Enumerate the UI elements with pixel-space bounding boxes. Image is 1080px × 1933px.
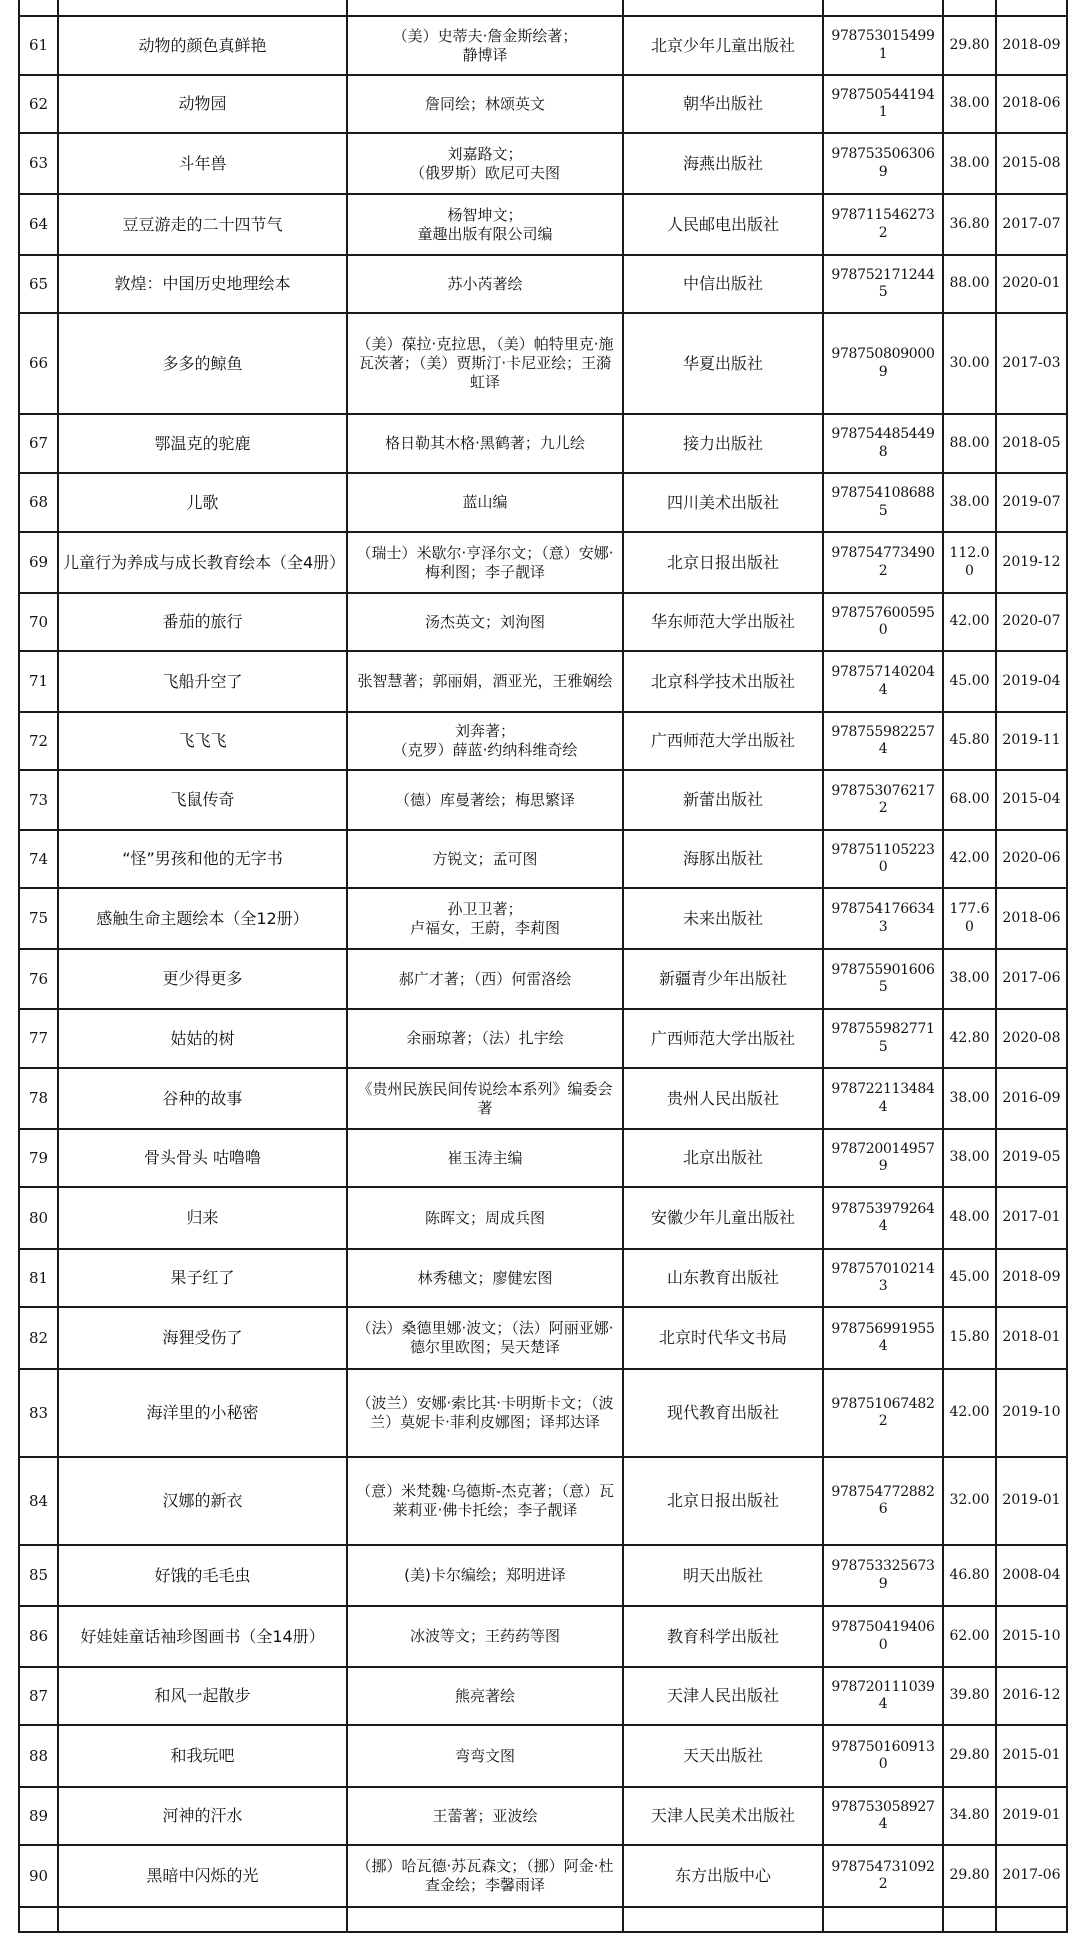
- book-publisher: 天津人民出版社: [623, 1667, 823, 1725]
- book-date: 2015-10: [996, 1606, 1067, 1667]
- book-title: 黑暗中闪烁的光: [58, 1845, 347, 1907]
- row-number: 67: [19, 414, 58, 473]
- book-publisher: 安徽少年儿童出版社: [623, 1187, 823, 1249]
- book-isbn: 9787541086885: [823, 473, 943, 532]
- book-isbn: 9787571402044: [823, 651, 943, 712]
- book-title: 斗年兽: [58, 133, 347, 194]
- book-price: 38.00: [943, 75, 996, 133]
- book-author: 孙卫卫著； 卢福女，王蔚，李莉图: [347, 888, 623, 949]
- book-publisher: 天天出版社: [623, 1725, 823, 1787]
- book-author: [347, 1907, 623, 1932]
- book-price: 48.00: [943, 1187, 996, 1249]
- book-date: 2019-04: [996, 651, 1067, 712]
- book-author: 王蕾著；亚波绘: [347, 1787, 623, 1845]
- row-number: 69: [19, 532, 58, 593]
- book-title: 更少得更多: [58, 949, 347, 1009]
- book-date: 2019-01: [996, 1457, 1067, 1545]
- book-title: 动物园: [58, 75, 347, 133]
- book-isbn: 9787530589274: [823, 1787, 943, 1845]
- book-date: 2018-01: [996, 1307, 1067, 1369]
- table-row: [19, 1369, 1067, 1457]
- book-price: 38.00: [943, 473, 996, 532]
- table-row: [19, 1249, 1067, 1307]
- book-price: [943, 0, 996, 16]
- book-title: 飞船升空了: [58, 651, 347, 712]
- row-number: 63: [19, 133, 58, 194]
- table-row: [19, 1009, 1067, 1068]
- book-date: 2015-08: [996, 133, 1067, 194]
- book-author: （挪）哈瓦德·苏瓦森文；（挪）阿金·杜查金绘；李馨雨译: [347, 1845, 623, 1907]
- book-isbn: 9787221134844: [823, 1068, 943, 1129]
- row-number: 73: [19, 770, 58, 830]
- row-number: 72: [19, 712, 58, 770]
- book-title: 豆豆游走的二十四节气: [58, 194, 347, 255]
- book-isbn: 9787576005950: [823, 593, 943, 651]
- book-price: 38.00: [943, 133, 996, 194]
- book-title: 归来: [58, 1187, 347, 1249]
- book-isbn: 9787530154991: [823, 16, 943, 75]
- book-publisher: 广西师范大学出版社: [623, 712, 823, 770]
- book-author: 弯弯文图: [347, 1725, 623, 1787]
- book-isbn: 9787505441941: [823, 75, 943, 133]
- book-price: 38.00: [943, 1068, 996, 1129]
- table-row: [19, 1845, 1067, 1907]
- book-publisher: 新蕾出版社: [623, 770, 823, 830]
- book-price: 112.00: [943, 532, 996, 593]
- book-price: 88.00: [943, 255, 996, 313]
- book-publisher: 海燕出版社: [623, 133, 823, 194]
- book-publisher: 北京日报出版社: [623, 1457, 823, 1545]
- book-date: 2018-06: [996, 888, 1067, 949]
- book-title: 感触生命主题绘本（全12册）: [58, 888, 347, 949]
- book-price: 46.80: [943, 1545, 996, 1606]
- book-date: 2017-06: [996, 949, 1067, 1009]
- book-price: 32.00: [943, 1457, 996, 1545]
- book-date: 2018-06: [996, 75, 1067, 133]
- book-isbn: 9787559822574: [823, 712, 943, 770]
- table-row: [19, 532, 1067, 593]
- book-publisher: 华夏出版社: [623, 313, 823, 414]
- row-number: 77: [19, 1009, 58, 1068]
- book-price: 38.00: [943, 1129, 996, 1187]
- book-date: 2008-04: [996, 1545, 1067, 1606]
- table-row: [19, 1606, 1067, 1667]
- book-author: 崔玉涛主编: [347, 1129, 623, 1187]
- row-number: [19, 0, 58, 16]
- book-publisher: 贵州人民出版社: [623, 1068, 823, 1129]
- book-date: 2017-01: [996, 1187, 1067, 1249]
- book-title: 汉娜的新衣: [58, 1457, 347, 1545]
- book-date: 2017-06: [996, 1845, 1067, 1907]
- book-publisher: 北京科学技术出版社: [623, 651, 823, 712]
- book-price: 29.80: [943, 1845, 996, 1907]
- book-isbn: 9787539792644: [823, 1187, 943, 1249]
- book-date: 2019-11: [996, 712, 1067, 770]
- book-date: 2018-05: [996, 414, 1067, 473]
- book-title: 儿童行为养成与成长教育绘本（全4册）: [58, 532, 347, 593]
- book-author: （美）史蒂夫·詹金斯绘著； 静博译: [347, 16, 623, 75]
- row-number: 68: [19, 473, 58, 532]
- book-date: 2018-09: [996, 1249, 1067, 1307]
- row-number: 84: [19, 1457, 58, 1545]
- book-isbn: [823, 1907, 943, 1932]
- book-date: 2018-09: [996, 16, 1067, 75]
- book-date: 2019-05: [996, 1129, 1067, 1187]
- book-publisher: 现代教育出版社: [623, 1369, 823, 1457]
- book-title: 和我玩吧: [58, 1725, 347, 1787]
- book-isbn: 9787569919554: [823, 1307, 943, 1369]
- book-date: 2019-01: [996, 1787, 1067, 1845]
- book-author: 汤杰英文；刘洵图: [347, 593, 623, 651]
- book-title: 谷种的故事: [58, 1068, 347, 1129]
- book-isbn: 9787559016065: [823, 949, 943, 1009]
- book-isbn: 9787510674822: [823, 1369, 943, 1457]
- book-isbn: 9787200149579: [823, 1129, 943, 1187]
- book-title: 海洋里的小秘密: [58, 1369, 347, 1457]
- book-publisher: 人民邮电出版社: [623, 194, 823, 255]
- book-author: （法）桑德里娜·波文；（法）阿丽亚娜·德尔里欧图；吴天楚译: [347, 1307, 623, 1369]
- row-number: 64: [19, 194, 58, 255]
- book-isbn: 9787547310922: [823, 1845, 943, 1907]
- table-row: [19, 1307, 1067, 1369]
- table-row: [19, 651, 1067, 712]
- table-row: [19, 593, 1067, 651]
- book-title: 好娃娃童话袖珍图画书（全14册）: [58, 1606, 347, 1667]
- book-title: [58, 1907, 347, 1932]
- row-number: 75: [19, 888, 58, 949]
- book-author: 郝广才著；（西）何雷洛绘: [347, 949, 623, 1009]
- table-row: [19, 770, 1067, 830]
- book-price: 15.80: [943, 1307, 996, 1369]
- table-row: [19, 1907, 1067, 1932]
- table-row: [19, 1545, 1067, 1606]
- book-author: 熊亮著绘: [347, 1667, 623, 1725]
- book-isbn: 9787541766343: [823, 888, 943, 949]
- book-isbn: 9787504194060: [823, 1606, 943, 1667]
- book-date: 2020-07: [996, 593, 1067, 651]
- book-author: 苏小芮著绘: [347, 255, 623, 313]
- row-number: 61: [19, 16, 58, 75]
- book-publisher: 北京日报出版社: [623, 532, 823, 593]
- book-date: 2016-09: [996, 1068, 1067, 1129]
- book-price: 36.80: [943, 194, 996, 255]
- book-date: 2019-10: [996, 1369, 1067, 1457]
- book-price: 42.00: [943, 1369, 996, 1457]
- table-row: [19, 255, 1067, 313]
- book-publisher: 北京出版社: [623, 1129, 823, 1187]
- table-body: [19, 0, 1067, 1932]
- book-publisher: 教育科学出版社: [623, 1606, 823, 1667]
- book-date: [996, 1907, 1067, 1932]
- row-number: 80: [19, 1187, 58, 1249]
- book-publisher: 东方出版中心: [623, 1845, 823, 1907]
- book-price: 68.00: [943, 770, 996, 830]
- book-date: 2015-04: [996, 770, 1067, 830]
- book-publisher: 四川美术出版社: [623, 473, 823, 532]
- row-number: 76: [19, 949, 58, 1009]
- book-isbn: 9787530762172: [823, 770, 943, 830]
- book-author: （波兰）安娜·索比其·卡明斯卡文；（波兰）莫妮卡·菲利皮娜图；译邦达译: [347, 1369, 623, 1457]
- row-number: 88: [19, 1725, 58, 1787]
- book-title: 鄂温克的驼鹿: [58, 414, 347, 473]
- row-number: 78: [19, 1068, 58, 1129]
- book-publisher: 广西师范大学出版社: [623, 1009, 823, 1068]
- row-number: 81: [19, 1249, 58, 1307]
- book-author: 刘嘉路文； （俄罗斯）欧尼可夫图: [347, 133, 623, 194]
- row-number: 66: [19, 313, 58, 414]
- table-row: [19, 1068, 1067, 1129]
- row-number: 85: [19, 1545, 58, 1606]
- book-publisher: 华东师范大学出版社: [623, 593, 823, 651]
- book-author: 格日勒其木格·黑鹤著；九儿绘: [347, 414, 623, 473]
- table-row: [19, 0, 1067, 16]
- book-price: 42.80: [943, 1009, 996, 1068]
- table-row: [19, 830, 1067, 888]
- book-publisher: 海豚出版社: [623, 830, 823, 888]
- table-row: [19, 313, 1067, 414]
- book-author: （美）葆拉·克拉思，（美）帕特里克·施瓦茨著；（美）贾斯汀·卡尼亚绘；王漪虹译: [347, 313, 623, 414]
- book-isbn: 9787115462732: [823, 194, 943, 255]
- book-title: 敦煌：中国历史地理绘本: [58, 255, 347, 313]
- book-isbn: 9787521712445: [823, 255, 943, 313]
- book-publisher: 北京少年儿童出版社: [623, 16, 823, 75]
- row-number: 89: [19, 1787, 58, 1845]
- book-isbn: 9787559827715: [823, 1009, 943, 1068]
- book-title: 番茄的旅行: [58, 593, 347, 651]
- book-title: “怪”男孩和他的无字书: [58, 830, 347, 888]
- book-price: [943, 1907, 996, 1932]
- book-author: [347, 0, 623, 16]
- book-publisher: 山东教育出版社: [623, 1249, 823, 1307]
- row-number: 74: [19, 830, 58, 888]
- book-title: 海狸受伤了: [58, 1307, 347, 1369]
- book-author: (美)卡尔编绘；郑明进译: [347, 1545, 623, 1606]
- row-number: 65: [19, 255, 58, 313]
- book-isbn: 9787533256739: [823, 1545, 943, 1606]
- book-author: 冰波等文；王药药等图: [347, 1606, 623, 1667]
- book-price: 29.80: [943, 16, 996, 75]
- row-number: 70: [19, 593, 58, 651]
- book-date: 2019-12: [996, 532, 1067, 593]
- book-price: 34.80: [943, 1787, 996, 1845]
- table-row: [19, 75, 1067, 133]
- book-date: 2017-07: [996, 194, 1067, 255]
- book-title: 骨头骨头 咕噜噜: [58, 1129, 347, 1187]
- book-date: 2020-08: [996, 1009, 1067, 1068]
- book-price: 30.00: [943, 313, 996, 414]
- book-publisher: 朝华出版社: [623, 75, 823, 133]
- book-date: 2020-06: [996, 830, 1067, 888]
- row-number: [19, 1907, 58, 1932]
- row-number: 79: [19, 1129, 58, 1187]
- row-number: 71: [19, 651, 58, 712]
- book-title: 飞飞飞: [58, 712, 347, 770]
- book-date: [996, 0, 1067, 16]
- book-publisher: 中信出版社: [623, 255, 823, 313]
- table-row: [19, 949, 1067, 1009]
- table-row: [19, 194, 1067, 255]
- table-row: [19, 888, 1067, 949]
- book-date: 2015-01: [996, 1725, 1067, 1787]
- book-publisher: [623, 1907, 823, 1932]
- table-row: [19, 16, 1067, 75]
- book-author: 林秀穗文；廖健宏图: [347, 1249, 623, 1307]
- book-title: 果子红了: [58, 1249, 347, 1307]
- book-price: 42.00: [943, 830, 996, 888]
- book-publisher: 新疆青少年出版社: [623, 949, 823, 1009]
- book-isbn: 9787544854498: [823, 414, 943, 473]
- table-row: [19, 133, 1067, 194]
- table-row: [19, 1787, 1067, 1845]
- book-date: 2017-03: [996, 313, 1067, 414]
- book-title: [58, 0, 347, 16]
- table-row: [19, 473, 1067, 532]
- table-row: [19, 1667, 1067, 1725]
- book-author: （德）库曼著绘；梅思繁译: [347, 770, 623, 830]
- book-price: 45.00: [943, 1249, 996, 1307]
- book-publisher: 接力出版社: [623, 414, 823, 473]
- book-publisher: [623, 0, 823, 16]
- book-publisher: 天津人民美术出版社: [623, 1787, 823, 1845]
- row-number: 87: [19, 1667, 58, 1725]
- table-row: [19, 712, 1067, 770]
- book-price: 45.80: [943, 712, 996, 770]
- table-row: [19, 1187, 1067, 1249]
- book-author: 《贵州民族民间传说绘本系列》编委会著: [347, 1068, 623, 1129]
- book-list-table: [18, 0, 1068, 1933]
- book-price: 177.60: [943, 888, 996, 949]
- book-price: 39.80: [943, 1667, 996, 1725]
- book-publisher: 未来出版社: [623, 888, 823, 949]
- book-title: 飞鼠传奇: [58, 770, 347, 830]
- book-price: 38.00: [943, 949, 996, 1009]
- book-isbn: 9787501609130: [823, 1725, 943, 1787]
- book-isbn: 9787535063069: [823, 133, 943, 194]
- book-author: （意）米梵魏·乌德斯-杰克著；（意）瓦莱莉亚·佛卡托绘；李子靓译: [347, 1457, 623, 1545]
- book-isbn: [823, 0, 943, 16]
- row-number: 62: [19, 75, 58, 133]
- book-title: 好饿的毛毛虫: [58, 1545, 347, 1606]
- book-date: 2019-07: [996, 473, 1067, 532]
- table-row: [19, 1457, 1067, 1545]
- row-number: 82: [19, 1307, 58, 1369]
- book-author: （瑞士）米歇尔·亨泽尔文；（意）安娜·梅利图；李子靓译: [347, 532, 623, 593]
- book-date: 2016-12: [996, 1667, 1067, 1725]
- table-row: [19, 414, 1067, 473]
- book-price: 88.00: [943, 414, 996, 473]
- book-isbn: 9787547734902: [823, 532, 943, 593]
- book-isbn: 9787201110394: [823, 1667, 943, 1725]
- book-author: 陈晖文；周成兵图: [347, 1187, 623, 1249]
- book-author: 余丽琼著；（法）扎宇绘: [347, 1009, 623, 1068]
- book-price: 62.00: [943, 1606, 996, 1667]
- book-price: 42.00: [943, 593, 996, 651]
- table-row: [19, 1725, 1067, 1787]
- book-author: 方锐文；孟可图: [347, 830, 623, 888]
- book-price: 29.80: [943, 1725, 996, 1787]
- book-title: 儿歌: [58, 473, 347, 532]
- book-author: 蓝山编: [347, 473, 623, 532]
- book-title: 和风一起散步: [58, 1667, 347, 1725]
- book-title: 河神的汗水: [58, 1787, 347, 1845]
- book-title: 动物的颜色真鲜艳: [58, 16, 347, 75]
- book-date: 2020-01: [996, 255, 1067, 313]
- row-number: 86: [19, 1606, 58, 1667]
- book-author: 刘奔著； （克罗）薛蓝·约纳科维奇绘: [347, 712, 623, 770]
- book-title: 姑姑的树: [58, 1009, 347, 1068]
- book-author: 詹同绘；林颂英文: [347, 75, 623, 133]
- book-price: 45.00: [943, 651, 996, 712]
- book-isbn: 9787547728826: [823, 1457, 943, 1545]
- book-publisher: 北京时代华文书局: [623, 1307, 823, 1369]
- table-row: [19, 1129, 1067, 1187]
- book-author: 张智慧著；郭丽娟，酒亚光，王雅娴绘: [347, 651, 623, 712]
- book-isbn: 9787508090009: [823, 313, 943, 414]
- book-publisher: 明天出版社: [623, 1545, 823, 1606]
- book-title: 多多的鲸鱼: [58, 313, 347, 414]
- row-number: 90: [19, 1845, 58, 1907]
- book-author: 杨智坤文； 童趣出版有限公司编: [347, 194, 623, 255]
- book-isbn: 9787570102143: [823, 1249, 943, 1307]
- row-number: 83: [19, 1369, 58, 1457]
- book-isbn: 9787511052230: [823, 830, 943, 888]
